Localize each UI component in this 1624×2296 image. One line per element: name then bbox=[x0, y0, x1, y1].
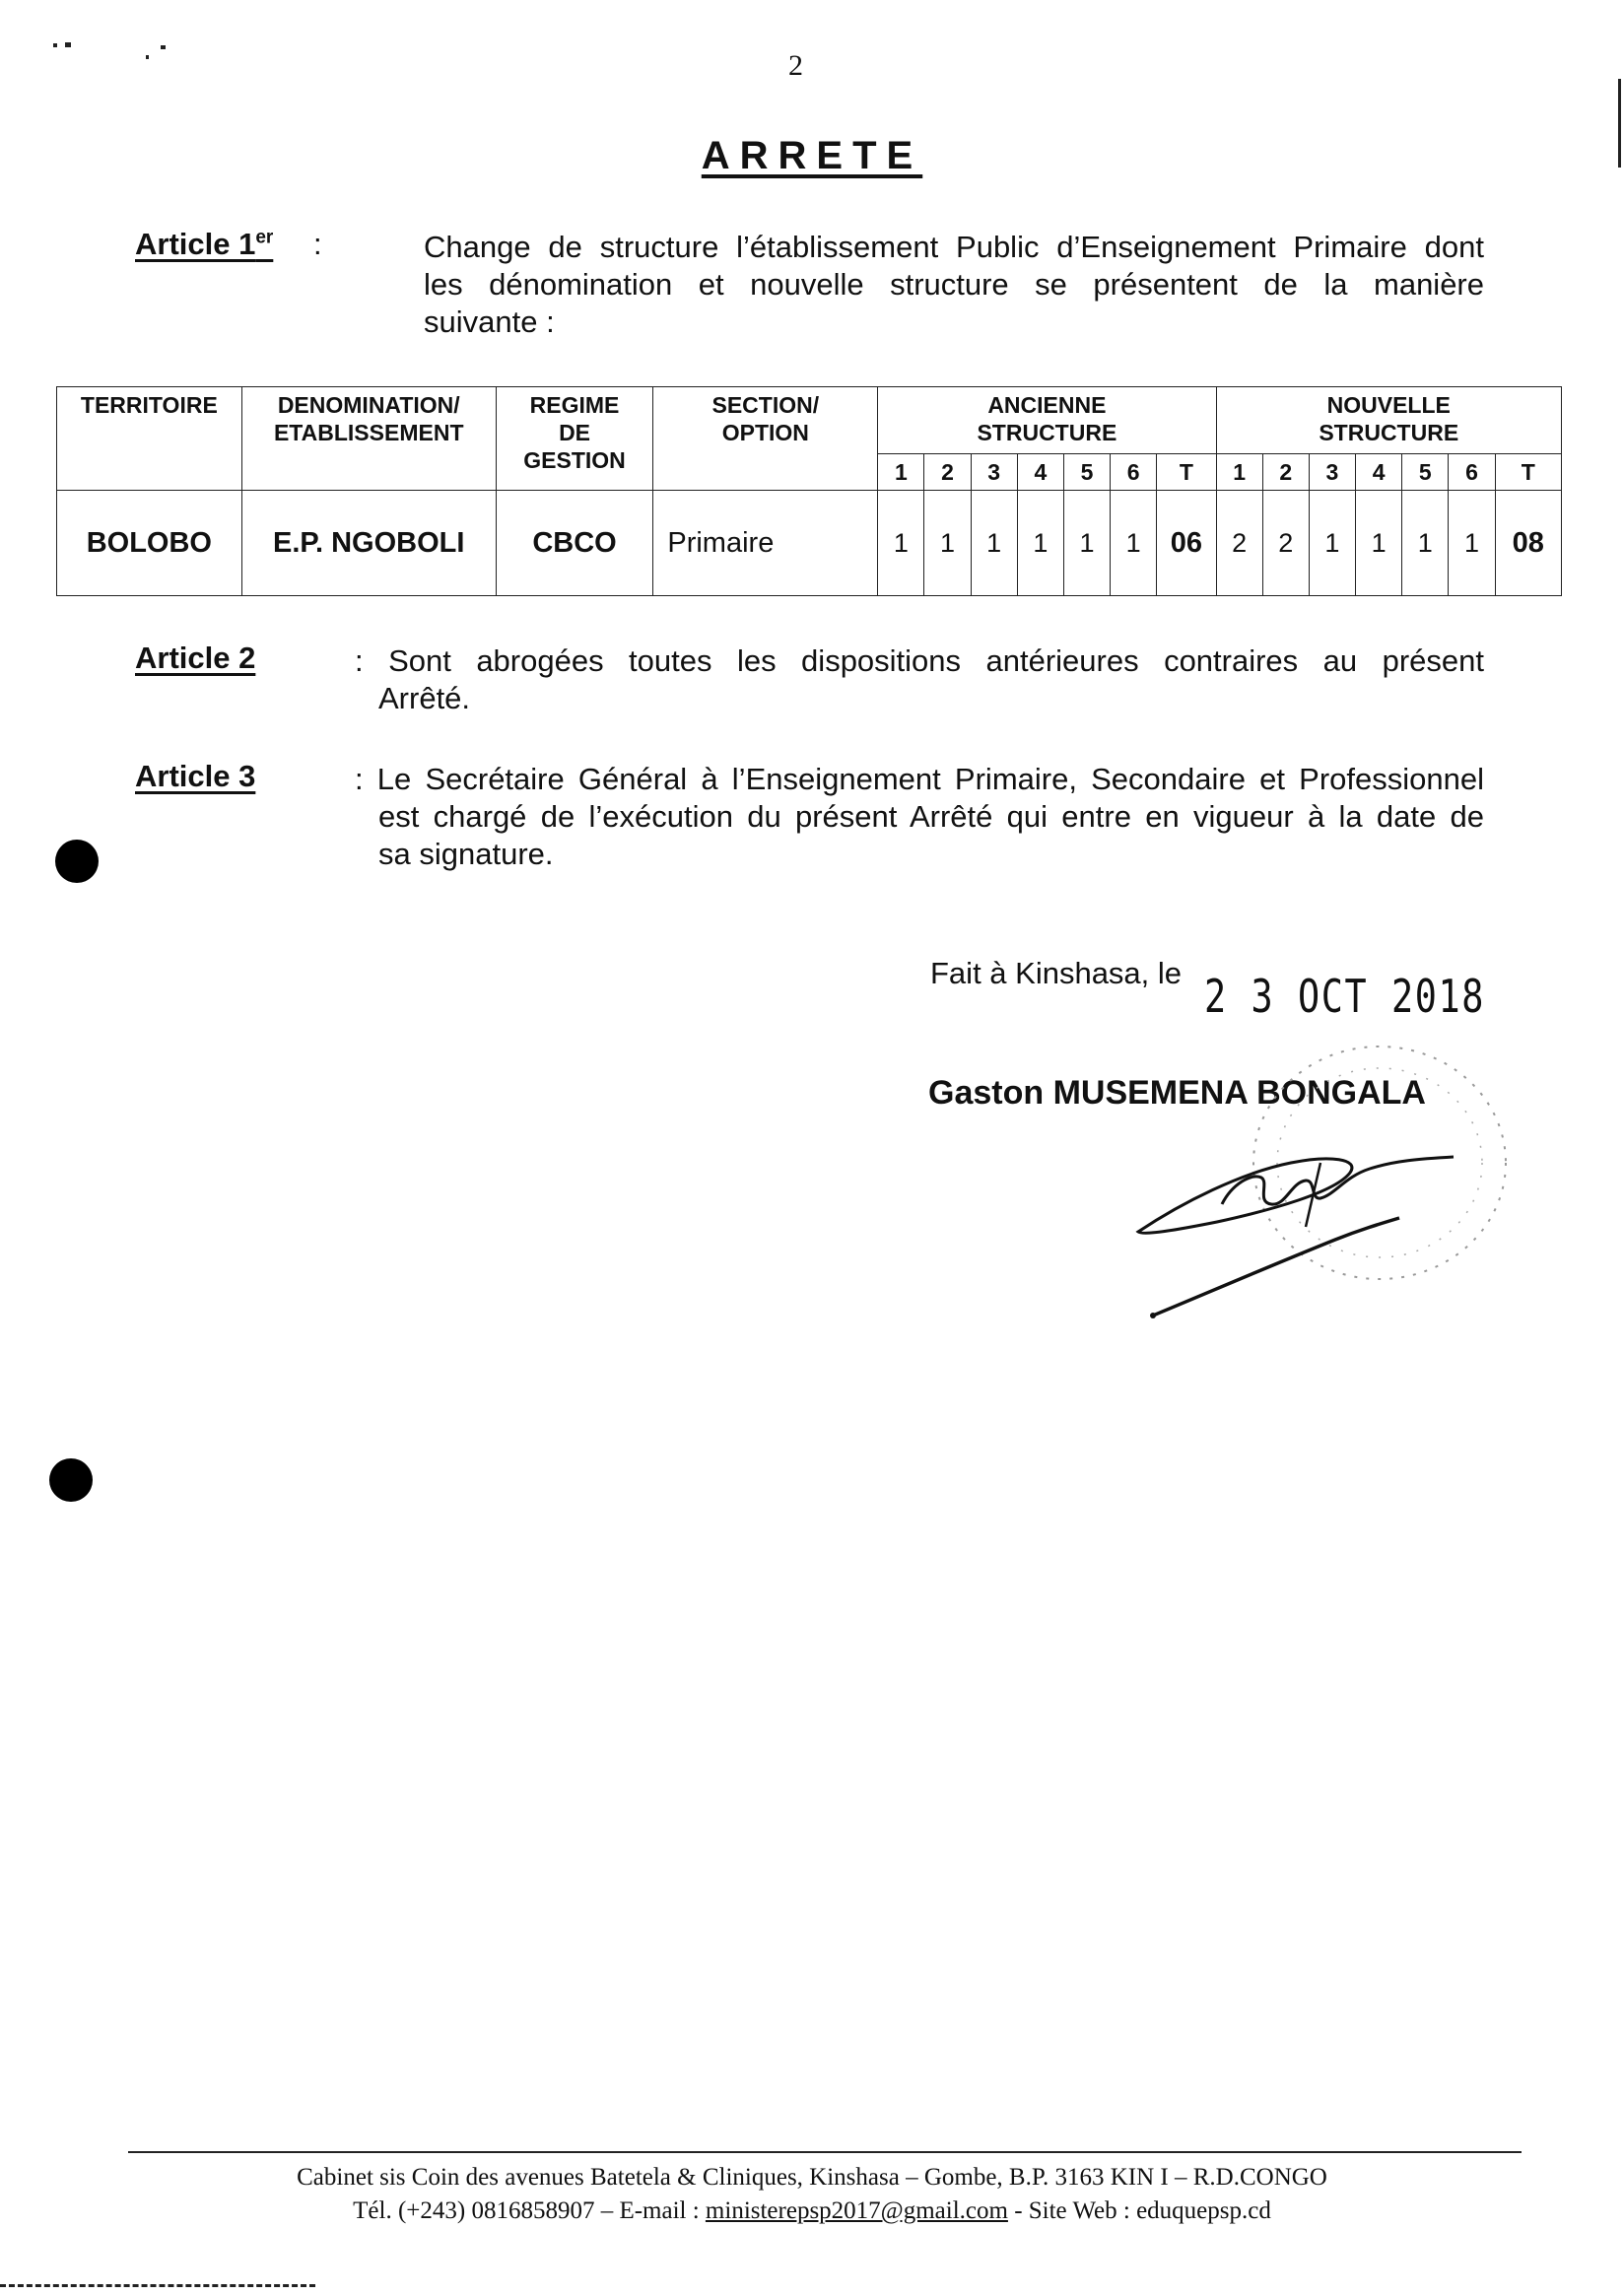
cell-ancienne-2: 1 bbox=[924, 491, 971, 596]
header-ancienne-structure: ANCIENNE STRUCTURE bbox=[878, 387, 1216, 454]
page-number: 2 bbox=[788, 49, 803, 82]
header-regime: REGIME DE GESTION bbox=[496, 387, 653, 491]
header-nouvelle-col-total: T bbox=[1495, 454, 1561, 491]
document-title: ARRETE bbox=[701, 134, 923, 177]
scan-speck bbox=[65, 42, 71, 47]
header-nouvelle-col: 3 bbox=[1309, 454, 1355, 491]
footer-divider bbox=[128, 2151, 1522, 2153]
cell-ancienne-total: 06 bbox=[1157, 491, 1216, 596]
header-ancienne-col-total: T bbox=[1157, 454, 1216, 491]
header-nouvelle-col: 4 bbox=[1356, 454, 1402, 491]
cell-ancienne-3: 1 bbox=[971, 491, 1017, 596]
article-2-text: : Sont abrogées toutes les dispositions antérieures contraires au présent Arrêté. bbox=[355, 643, 1484, 715]
header-section: SECTION/ OPTION bbox=[653, 387, 878, 491]
cell-ancienne-5: 1 bbox=[1063, 491, 1110, 596]
header-ancienne-col: 5 bbox=[1063, 454, 1110, 491]
cell-nouvelle-6: 1 bbox=[1449, 491, 1495, 596]
article-3-text: : Le Secrétaire Général à l’Enseignement Primaire, Secondaire et Professionnel est chargé de l’exécution du présent Arrêté qui entre en vigueur à la date de sa signature. bbox=[355, 762, 1484, 871]
footer-email-link[interactable]: ministerepsp2017@gmail.com bbox=[705, 2197, 1008, 2224]
cell-nouvelle-2: 2 bbox=[1262, 491, 1309, 596]
header-nouvelle-col: 5 bbox=[1402, 454, 1449, 491]
header-nouvelle-col: 6 bbox=[1449, 454, 1495, 491]
header-territoire: TERRITOIRE bbox=[57, 387, 242, 491]
cell-ancienne-6: 1 bbox=[1111, 491, 1157, 596]
table-row bbox=[57, 491, 1562, 596]
date-stamp: 2 3 OCT 2018 bbox=[1204, 970, 1486, 1023]
header-ancienne-col: 1 bbox=[878, 454, 924, 491]
article-2-label: Article 2 bbox=[135, 641, 256, 675]
header-ancienne-col: 3 bbox=[971, 454, 1017, 491]
cell-nouvelle-3: 1 bbox=[1309, 491, 1355, 596]
place-date-label: Fait à Kinshasa, le bbox=[930, 956, 1183, 990]
header-ancienne-col: 2 bbox=[924, 454, 971, 491]
article-1-colon: : bbox=[313, 227, 322, 261]
cell-regime: CBCO bbox=[496, 491, 653, 596]
cell-territoire: BOLOBO bbox=[57, 491, 242, 596]
signer-name: Gaston MUSEMENA BONGALA bbox=[928, 1074, 1426, 1112]
scan-speck bbox=[161, 45, 166, 49]
structure-table bbox=[56, 386, 1562, 596]
cell-nouvelle-5: 1 bbox=[1402, 491, 1449, 596]
cell-section: Primaire bbox=[653, 491, 878, 596]
cell-ancienne-4: 1 bbox=[1017, 491, 1063, 596]
punch-hole bbox=[55, 840, 99, 883]
article-1-text: Change de structure l’établissement Public d’Enseignement Primaire dont les dénomination et nouvelle structure se présentent de la manière suivante : bbox=[424, 230, 1484, 339]
article-1-label: Article 1er bbox=[135, 227, 274, 261]
punch-hole bbox=[49, 1458, 93, 1502]
article-3-label: Article 3 bbox=[135, 759, 256, 793]
cell-denomination: E.P. NGOBOLI bbox=[241, 491, 496, 596]
cell-nouvelle-1: 2 bbox=[1216, 491, 1262, 596]
scan-bottom-mark bbox=[0, 2284, 315, 2287]
footer-contact: Tél. (+243) 0816858907 – E-mail : ministerepsp2017@gmail.com - Site Web : eduquepsp.cd bbox=[353, 2197, 1271, 2224]
header-ancienne-col: 4 bbox=[1017, 454, 1063, 491]
cell-nouvelle-total: 08 bbox=[1495, 491, 1561, 596]
header-nouvelle-structure: NOUVELLE STRUCTURE bbox=[1216, 387, 1561, 454]
header-ancienne-col: 6 bbox=[1111, 454, 1157, 491]
header-nouvelle-col: 2 bbox=[1262, 454, 1309, 491]
footer-address: Cabinet sis Coin des avenues Batetela & Cliniques, Kinshasa – Gombe, B.P. 3163 KIN I – R.D.CONGO bbox=[297, 2164, 1327, 2191]
header-nouvelle-col: 1 bbox=[1216, 454, 1262, 491]
header-denomination: DENOMINATION/ ETABLISSEMENT bbox=[241, 387, 496, 491]
scan-speck bbox=[53, 43, 57, 47]
handwritten-signature-icon bbox=[1123, 1133, 1478, 1330]
cell-ancienne-1: 1 bbox=[878, 491, 924, 596]
cell-nouvelle-4: 1 bbox=[1356, 491, 1402, 596]
scan-speck bbox=[146, 55, 149, 59]
